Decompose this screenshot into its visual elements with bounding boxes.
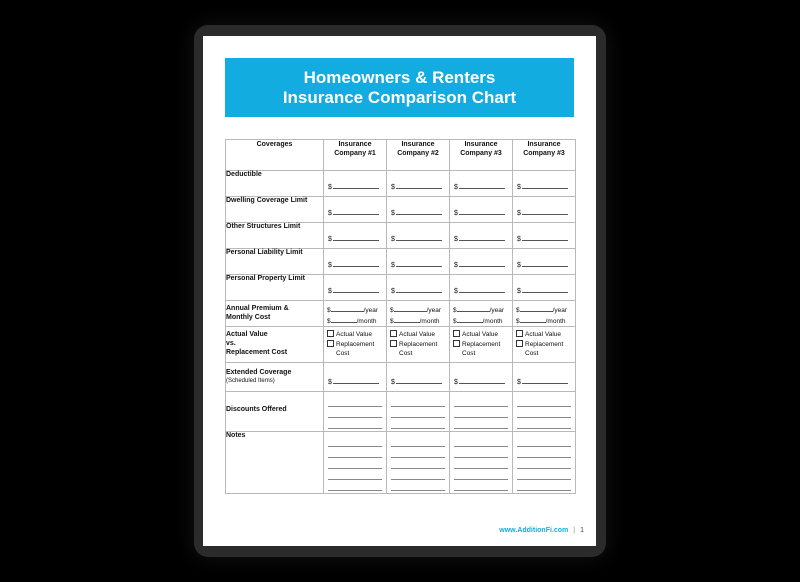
amount-field[interactable]: $ [328, 234, 379, 243]
amount-field[interactable]: $ [454, 208, 505, 217]
amount-field[interactable]: $ [517, 208, 568, 217]
footer-url-link[interactable]: www.AdditionFi.com [499, 527, 569, 534]
table-row [226, 301, 576, 327]
replacement-cost-checkbox[interactable]: Replacement [516, 341, 563, 348]
page-footer [499, 527, 584, 534]
document-page [203, 36, 596, 546]
replacement-cost-checkbox[interactable]: Replacement [390, 341, 437, 348]
page-number: 1 [580, 527, 584, 534]
amount-field[interactable]: $ [328, 208, 379, 217]
amount-field[interactable]: $ [328, 260, 379, 269]
actual-value-checkbox[interactable]: Actual Value [390, 331, 435, 338]
company-header-4: Insurance Company #3 [513, 140, 576, 171]
title-line-1: Homeowners & Renters [303, 67, 496, 87]
amount-field[interactable]: $ [454, 286, 505, 295]
discounts-lines[interactable] [454, 396, 508, 429]
amount-field[interactable]: $ [328, 377, 379, 386]
row-label-actual-vs-replacement: Actual Value vs. Replacement Cost [226, 327, 324, 363]
table-row [226, 432, 576, 494]
amount-field[interactable]: $ [517, 377, 568, 386]
amount-field[interactable]: $ [517, 286, 568, 295]
title-banner [225, 58, 574, 117]
amount-field[interactable]: $ [454, 260, 505, 269]
comparison-table [225, 139, 576, 494]
premium-fields[interactable]: $ /year $ /month [453, 307, 505, 325]
row-label-extended-coverage: Extended Coverage (Scheduled Items) [226, 363, 324, 392]
discounts-lines[interactable] [391, 396, 445, 429]
premium-fields[interactable]: $ /year $ /month [327, 307, 379, 325]
title-line-2: Insurance Comparison Chart [282, 87, 517, 107]
row-label-personal-property: Personal Property Limit [226, 275, 324, 301]
row-label-deductible: Deductible [226, 171, 324, 197]
amount-field[interactable]: $ [391, 208, 442, 217]
table-row [226, 249, 576, 275]
discounts-lines[interactable] [328, 396, 382, 429]
premium-fields[interactable]: $ /year $ /month [390, 307, 442, 325]
footer-separator: | [573, 527, 576, 534]
amount-field[interactable]: $ [454, 377, 505, 386]
notes-lines[interactable] [391, 436, 445, 491]
notes-lines[interactable] [517, 436, 571, 491]
company-header-3: Insurance Company #3 [450, 140, 513, 171]
amount-field[interactable]: $ [328, 182, 379, 191]
table-row: Actual Value vs. Replacement Cost Actual Value Replacement Cost Actual Value Replacement Cost Actual Value Replacement Cost Actual Value Replacement Cost [226, 327, 576, 363]
actual-value-checkbox[interactable]: Actual Value [516, 331, 561, 338]
actual-value-checkbox[interactable]: Actual Value [453, 331, 498, 338]
premium-fields[interactable]: $ /year $ /month [516, 307, 568, 325]
amount-field[interactable]: $ [391, 377, 442, 386]
row-label-discounts: Discounts Offered [226, 392, 324, 432]
amount-field[interactable]: $ [328, 286, 379, 295]
notes-lines[interactable] [454, 436, 508, 491]
amount-field[interactable]: $ [517, 260, 568, 269]
company-header-2: Insurance Company #2 [387, 140, 450, 171]
coverages-header: Coverages [226, 140, 324, 171]
discounts-lines[interactable] [517, 396, 571, 429]
row-label-dwelling: Dwelling Coverage Limit [226, 197, 324, 223]
table-row [226, 392, 576, 432]
table-row [226, 275, 576, 301]
row-label-personal-liability: Personal Liability Limit [226, 249, 324, 275]
amount-field[interactable]: $ [517, 234, 568, 243]
table-row [226, 363, 576, 392]
row-label-notes: Notes [226, 432, 324, 494]
table-row [226, 171, 576, 197]
amount-field[interactable]: $ [454, 182, 505, 191]
amount-field[interactable]: $ [454, 234, 505, 243]
amount-field[interactable]: $ [391, 234, 442, 243]
row-label-premium: Annual Premium & Monthly Cost [226, 301, 324, 327]
notes-lines[interactable] [328, 436, 382, 491]
table-row [226, 223, 576, 249]
actual-value-checkbox[interactable]: Actual Value [327, 331, 372, 338]
amount-field[interactable]: $ [391, 182, 442, 191]
replacement-cost-checkbox[interactable]: Replacement [453, 341, 500, 348]
amount-field[interactable]: $ [391, 286, 442, 295]
row-label-other-structures: Other Structures Limit [226, 223, 324, 249]
amount-field[interactable]: $ [517, 182, 568, 191]
replacement-cost-checkbox[interactable]: Replacement [327, 341, 374, 348]
header-row [226, 140, 576, 171]
amount-field[interactable]: $ [391, 260, 442, 269]
company-header-1: Insurance Company #1 [324, 140, 387, 171]
table-row [226, 197, 576, 223]
